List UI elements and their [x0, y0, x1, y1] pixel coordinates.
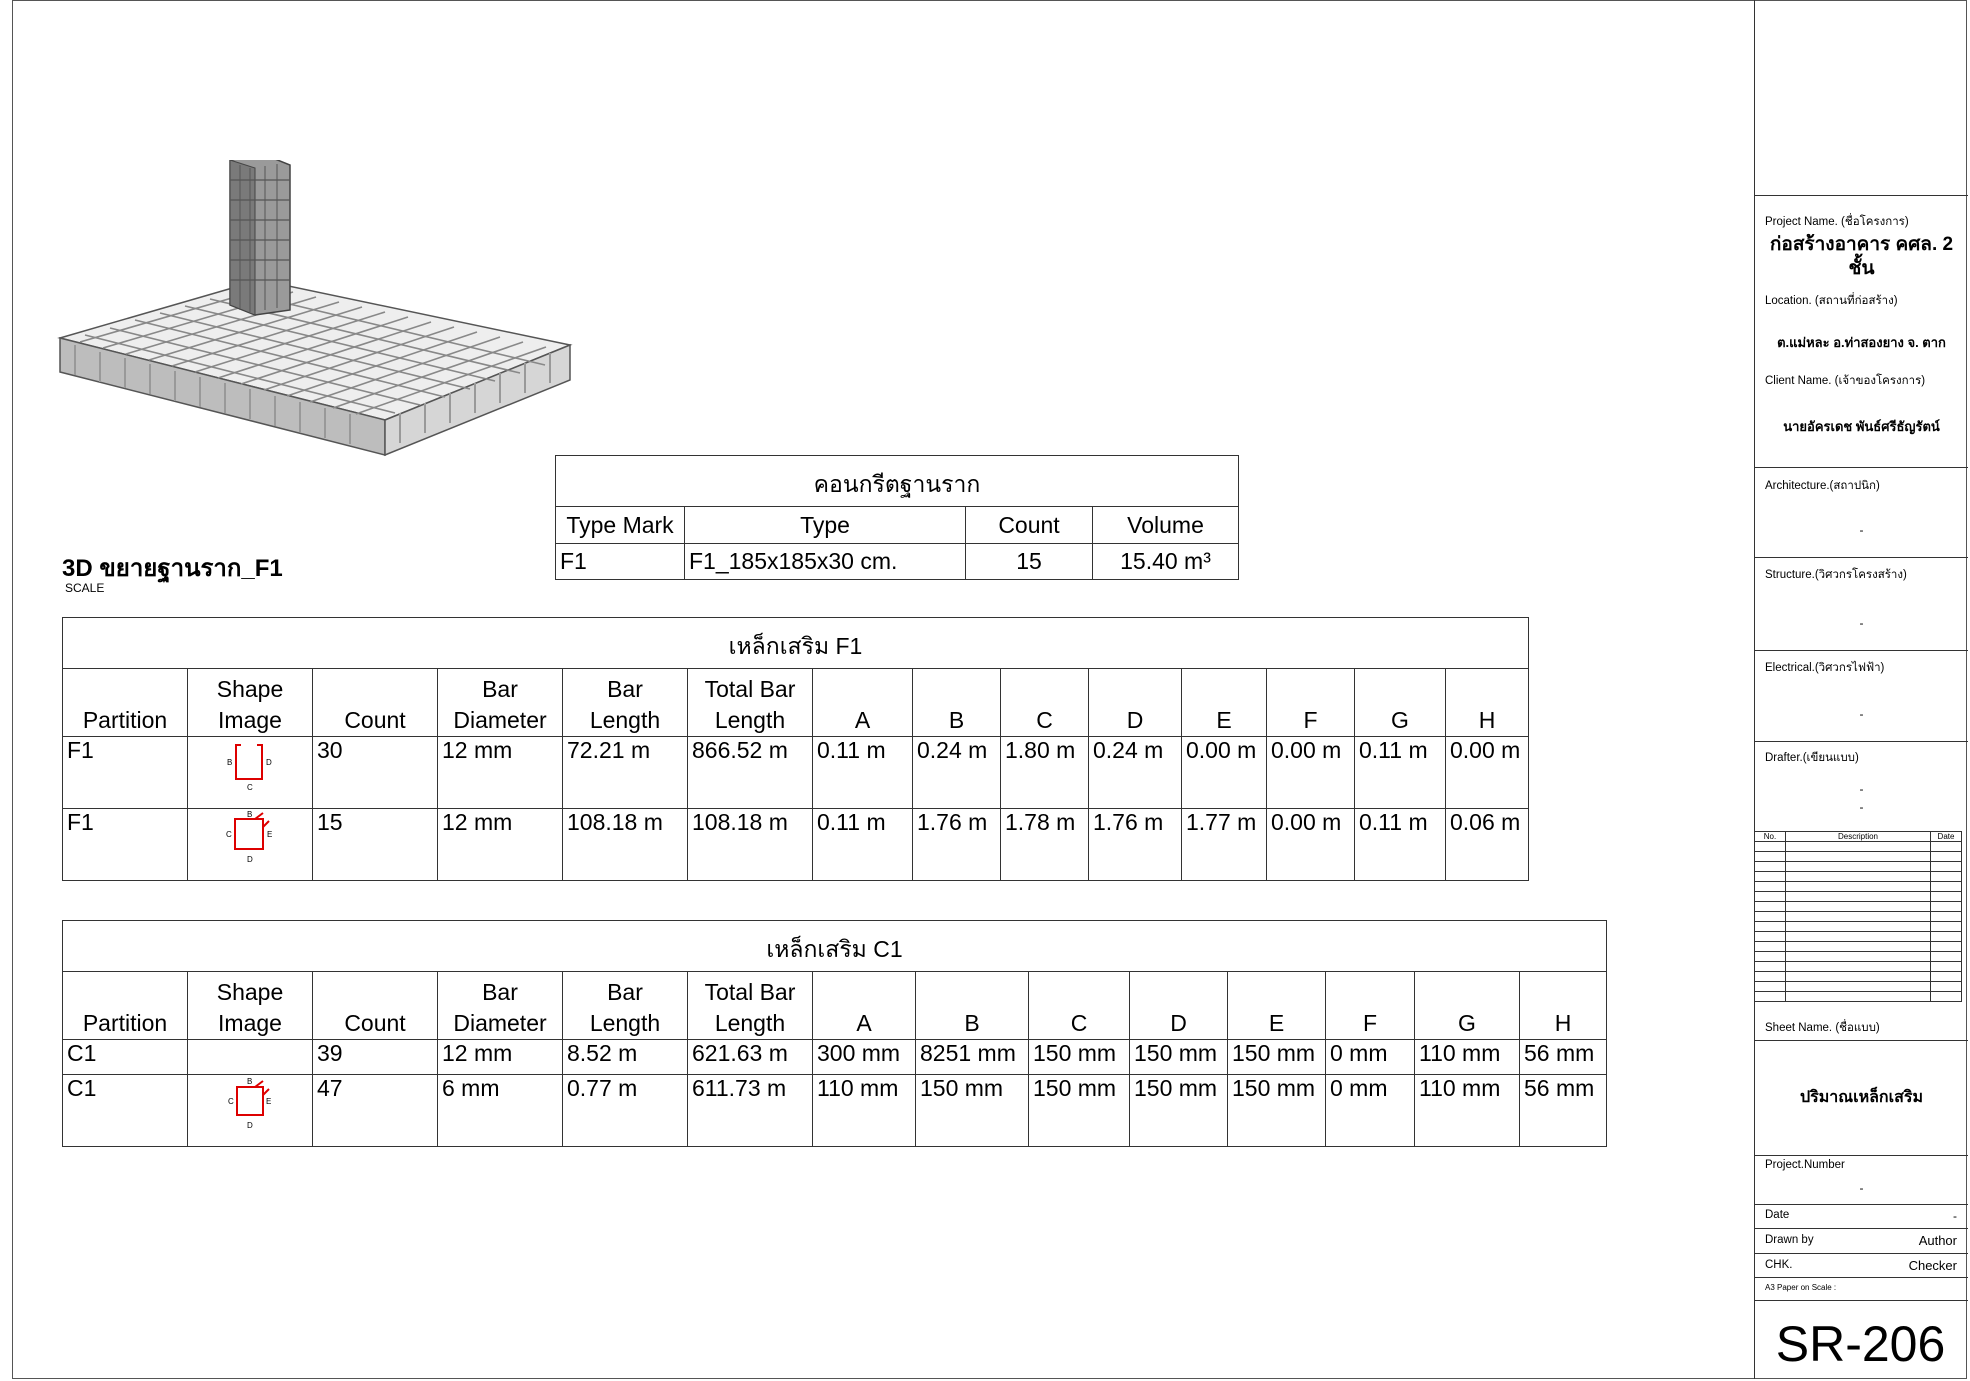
cell-b: 1.76 m	[913, 809, 1001, 881]
drafter-label: Drafter.(เขียนแบบ)	[1765, 752, 1859, 764]
header-partition: Partition	[63, 972, 188, 1040]
cell-count: 15	[313, 809, 438, 881]
svg-text:B: B	[227, 758, 233, 767]
closed-stirrup-shape-icon	[225, 1075, 275, 1131]
project-name-value: ก่อสร้างอาคาร คศล. 2 ชั้น	[1769, 234, 1954, 279]
header-total-bar-length: Total Bar Length	[688, 972, 813, 1040]
project-name-label: Project Name. (ชื่อโครงการ)	[1765, 216, 1909, 228]
col-type: Type	[685, 507, 966, 544]
cell-h: 0.06 m	[1446, 809, 1529, 881]
cell-h: 0.00 m	[1446, 737, 1529, 809]
svg-text:D: D	[247, 855, 253, 864]
cell-total-length: 611.73 m	[688, 1075, 813, 1147]
cell-g: 0.11 m	[1355, 737, 1446, 809]
cell-diameter: 6 mm	[438, 1075, 563, 1147]
cell-e: 0.00 m	[1182, 737, 1267, 809]
header-e: E	[1228, 972, 1326, 1040]
revision-table	[1754, 831, 1962, 1002]
cell-c: 1.80 m	[1001, 737, 1089, 809]
cell-count: 39	[313, 1040, 438, 1075]
client-name-label: Client Name. (เจ้าของโครงการ)	[1765, 375, 1926, 387]
closed-stirrup-shape-icon	[225, 809, 275, 865]
cell-bar-length: 108.18 m	[563, 809, 688, 881]
rebar-f1-title: เหล็กเสริม F1	[62, 617, 1529, 668]
location-label: Location. (สถานที่ก่อสร้าง)	[1765, 295, 1898, 307]
cell-d: 1.76 m	[1089, 809, 1182, 881]
header-shape-image: Shape Image	[188, 972, 313, 1040]
view-scale-label: SCALE	[65, 581, 105, 595]
cell-bar-length: 72.21 m	[563, 737, 688, 809]
sheet-number: SR-206	[1775, 1316, 1946, 1372]
structure-label: Structure.(วิศวกรโครงสร้าง)	[1765, 569, 1907, 581]
architecture-value: -	[1859, 523, 1864, 537]
table-row	[63, 1040, 1607, 1075]
architecture-label: Architecture.(สถาปนิก)	[1765, 480, 1880, 492]
cell-b: 150 mm	[916, 1075, 1029, 1147]
cell-volume: 15.40 m³	[1093, 544, 1239, 580]
col-volume: Volume	[1093, 507, 1239, 544]
cell-d: 150 mm	[1130, 1075, 1228, 1147]
cell-bar-length: 0.77 m	[563, 1075, 688, 1147]
svg-text:E: E	[266, 1097, 272, 1106]
cell-b: 8251 mm	[916, 1040, 1029, 1075]
header-b: B	[913, 669, 1001, 737]
cell-b: 0.24 m	[913, 737, 1001, 809]
svg-text:C: C	[226, 830, 232, 839]
rev-col-no: No.	[1755, 832, 1786, 842]
cell-e: 1.77 m	[1182, 809, 1267, 881]
svg-text:D: D	[266, 758, 272, 767]
header-h: H	[1520, 972, 1607, 1040]
header-b: B	[916, 972, 1029, 1040]
header-count: Count	[313, 669, 438, 737]
rebar-c1-title: เหล็กเสริม C1	[62, 920, 1607, 971]
rev-col-description: Description	[1786, 832, 1931, 842]
cell-count: 15	[966, 544, 1093, 580]
header-f: F	[1326, 972, 1415, 1040]
cell-partition: F1	[63, 809, 188, 881]
header-d: D	[1130, 972, 1228, 1040]
cell-c: 150 mm	[1029, 1075, 1130, 1147]
table-row	[63, 737, 1529, 809]
cell-diameter: 12 mm	[438, 809, 563, 881]
cell-f: 0.00 m	[1267, 809, 1355, 881]
cell-e: 150 mm	[1228, 1075, 1326, 1147]
header-f: F	[1267, 669, 1355, 737]
client-name-value: นายอัครเดช พันธ์ศรีธัญรัตน์	[1783, 419, 1940, 434]
cell-total-length: 866.52 m	[688, 737, 813, 809]
cell-d: 0.24 m	[1089, 737, 1182, 809]
sheet-name-label: Sheet Name. (ชื่อแบบ)	[1765, 1022, 1880, 1034]
checker-label: CHK.	[1765, 1259, 1793, 1271]
header-c: C	[1001, 669, 1089, 737]
cell-f: 0 mm	[1326, 1040, 1415, 1075]
date-value: -	[1953, 1209, 1957, 1223]
project-number-label: Project.Number	[1765, 1159, 1845, 1171]
cell-type-mark: F1	[556, 544, 685, 580]
cell-type: F1_185x185x30 cm.	[685, 544, 966, 580]
sheet-name-value: ปริมาณเหล็กเสริม	[1799, 1089, 1923, 1106]
header-g: G	[1355, 669, 1446, 737]
svg-text:D: D	[247, 1121, 253, 1130]
header-h: H	[1446, 669, 1529, 737]
svg-text:B: B	[247, 810, 253, 819]
shape-image	[188, 737, 313, 809]
cell-total-length: 621.63 m	[688, 1040, 813, 1075]
shape-image	[188, 1075, 313, 1147]
concrete-schedule-title: คอนกรีตฐานราก	[555, 455, 1239, 506]
header-partition: Partition	[63, 669, 188, 737]
header-bar-diameter: Bar Diameter	[438, 972, 563, 1040]
cell-count: 47	[313, 1075, 438, 1147]
header-count: Count	[313, 972, 438, 1040]
paper-scale-label: A3 Paper on Scale :	[1765, 1283, 1837, 1292]
table-row	[63, 809, 1529, 881]
u-stirrup-shape-icon	[225, 737, 275, 793]
col-count: Count	[966, 507, 1093, 544]
cell-f: 0 mm	[1326, 1075, 1415, 1147]
drawn-by-value: Author	[1918, 1233, 1957, 1248]
header-shape-image: Shape Image	[188, 669, 313, 737]
header-c: C	[1029, 972, 1130, 1040]
cell-diameter: 12 mm	[438, 737, 563, 809]
cell-a: 300 mm	[813, 1040, 916, 1075]
cell-partition: C1	[63, 1040, 188, 1075]
cell-total-length: 108.18 m	[688, 809, 813, 881]
cell-f: 0.00 m	[1267, 737, 1355, 809]
table-row	[63, 1075, 1607, 1147]
header-bar-length: Bar Length	[563, 669, 688, 737]
cell-c: 1.78 m	[1001, 809, 1089, 881]
date-label: Date	[1765, 1209, 1790, 1221]
cell-count: 30	[313, 737, 438, 809]
header-g: G	[1415, 972, 1520, 1040]
cell-bar-length: 8.52 m	[563, 1040, 688, 1075]
rebar-3d-view	[55, 160, 575, 560]
col-type-mark: Type Mark	[556, 507, 685, 544]
cell-d: 150 mm	[1130, 1040, 1228, 1075]
cell-a: 0.11 m	[813, 809, 913, 881]
electrical-label: Electrical.(วิศวกรไฟฟ้า)	[1765, 662, 1885, 674]
header-a: A	[813, 669, 913, 737]
header-bar-diameter: Bar Diameter	[438, 669, 563, 737]
cell-g: 0.11 m	[1355, 809, 1446, 881]
drafter-value-2: -	[1859, 800, 1864, 814]
rebar-c1-schedule	[62, 920, 1607, 1147]
project-number-value: -	[1859, 1181, 1864, 1195]
cell-e: 150 mm	[1228, 1040, 1326, 1075]
structure-value: -	[1859, 616, 1864, 630]
checker-value: Checker	[1908, 1258, 1957, 1273]
shape-image	[188, 1040, 313, 1075]
header-bar-length: Bar Length	[563, 972, 688, 1040]
cell-partition: F1	[63, 737, 188, 809]
cell-g: 110 mm	[1415, 1075, 1520, 1147]
cell-a: 0.11 m	[813, 737, 913, 809]
header-total-bar-length: Total Bar Length	[688, 669, 813, 737]
location-value: ต.แม่หละ อ.ท่าสองยาง จ. ตาก	[1777, 335, 1946, 350]
cell-diameter: 12 mm	[438, 1040, 563, 1075]
shape-image	[188, 809, 313, 881]
view-title: 3D ขยายฐานราก_F1	[62, 555, 283, 582]
rev-col-date: Date	[1931, 832, 1962, 842]
cell-h: 56 mm	[1520, 1040, 1607, 1075]
header-a: A	[813, 972, 916, 1040]
title-block	[1754, 0, 1967, 1379]
svg-text:B: B	[247, 1077, 253, 1086]
header-d: D	[1089, 669, 1182, 737]
cell-h: 56 mm	[1520, 1075, 1607, 1147]
rebar-f1-schedule	[62, 617, 1529, 881]
header-e: E	[1182, 669, 1267, 737]
electrical-value: -	[1859, 707, 1864, 721]
svg-text:E: E	[267, 830, 273, 839]
svg-text:C: C	[247, 783, 253, 792]
concrete-schedule	[555, 455, 1239, 580]
cell-partition: C1	[63, 1075, 188, 1147]
cell-g: 110 mm	[1415, 1040, 1520, 1075]
cell-c: 150 mm	[1029, 1040, 1130, 1075]
drafter-value-1: -	[1859, 782, 1864, 796]
svg-text:C: C	[228, 1097, 234, 1106]
cell-a: 110 mm	[813, 1075, 916, 1147]
drawn-by-label: Drawn by	[1765, 1234, 1814, 1246]
